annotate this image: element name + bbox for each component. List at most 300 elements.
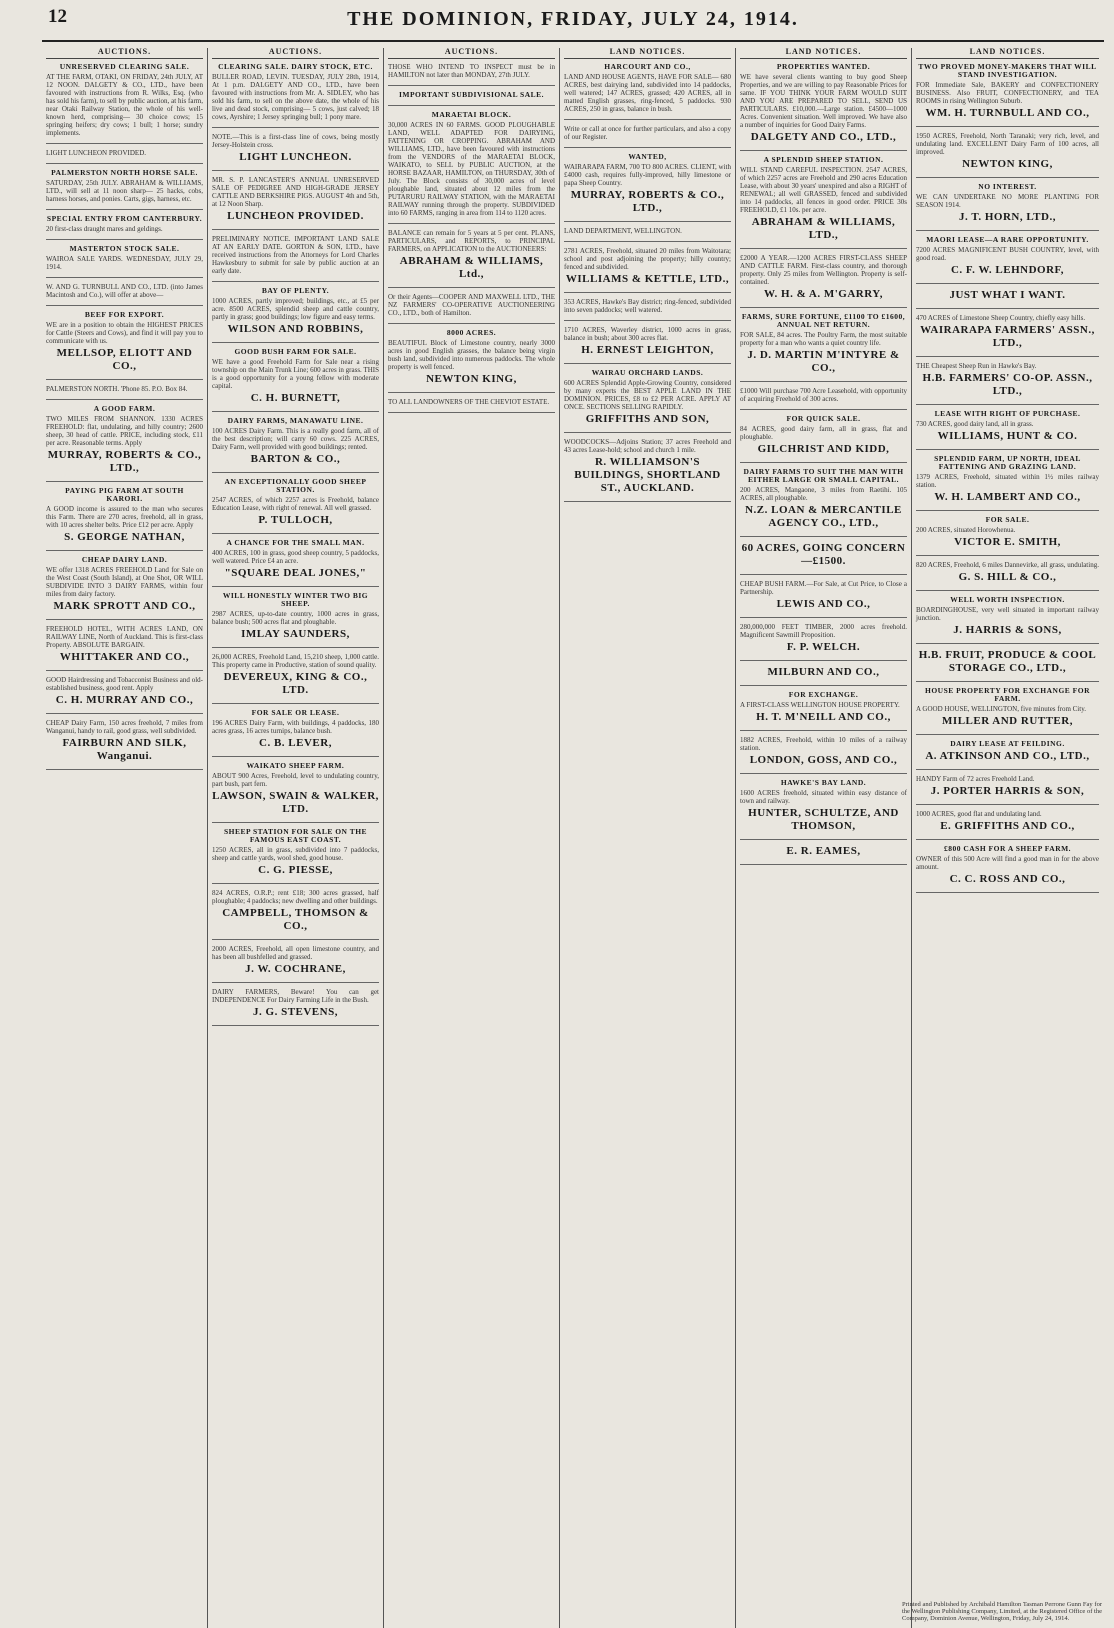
- divider: [46, 277, 203, 278]
- ad-firm-name: LUNCHEON PROVIDED.: [227, 210, 364, 222]
- ad-body: £1000 Will purchase 700 Acre Leasehold, with opportunity of acquiring Freehold of 300 acres.: [740, 387, 907, 403]
- advertisement: [212, 653, 379, 697]
- ad-body: Write or call at once for further particulars, and also a copy of our Register.: [564, 125, 731, 141]
- ad-body: DAIRY FARMERS, Beware! You can get INDEPENDENCE For Dairy Farming Life in the Bush.: [212, 988, 379, 1004]
- advertisement: [740, 580, 907, 611]
- advertisement: [740, 845, 907, 858]
- ad-body: 200 ACRES, situated Horowhenua.: [916, 526, 1016, 534]
- ad-body: 730 ACRES, good dairy land, all in grass.: [916, 420, 1034, 428]
- ad-firm-name: W. H. LAMBERT AND CO.,: [934, 491, 1081, 503]
- ad-body: WAIRARAPA FARM, 700 TO 800 ACRES. CLIENT, with £4000 cash, requires fully-improved, hilly limestone or papa Sheep Country.: [564, 163, 731, 187]
- divider: [564, 241, 731, 242]
- divider: [212, 342, 379, 343]
- divider: [212, 647, 379, 648]
- ad-heading: HAWKE'S BAY LAND.: [780, 778, 867, 787]
- ad-body: 280,000,000 FEET TIMBER, 2000 acres freehold. Magnificent Sawmill Proposition.: [740, 623, 907, 639]
- ad-body: BALANCE can remain for 5 years at 5 per cent. PLANS, PARTICULARS, and REPORTS, to PRINCIPAL FARMERS, on APPLICATION to the AUCTIONEERS:: [388, 229, 555, 253]
- ad-body: 400 ACRES, 100 in grass, good sheep country, 5 paddocks, well watered. Price £4 an acre.: [212, 549, 379, 565]
- ad-firm-name: WAIRARAPA FARMERS' ASSN., LTD.,: [920, 324, 1095, 349]
- divider: [212, 411, 379, 412]
- ad-body: 2781 ACRES, Freehold, situated 20 miles from Waitotara; school and post adjoining the property; hilly country; fenced and subdivided.: [564, 247, 731, 271]
- divider: [212, 982, 379, 983]
- ad-heading: PAYING PIG FARM AT SOUTH KARORI.: [65, 486, 184, 503]
- advertisement: [740, 415, 907, 456]
- divider: [564, 292, 731, 293]
- ad-firm-name: R. WILLIAMSON'S BUILDINGS, SHORTLAND ST., AUCKLAND.: [574, 456, 721, 494]
- ad-body: CHEAP Dairy Farm, 150 acres freehold, 7 miles from Wanganui, handy to rail, good grass, well subdivided.: [46, 719, 203, 735]
- divider: [916, 449, 1099, 450]
- divider: [46, 163, 203, 164]
- ad-heading: MASTERTON STOCK SALE.: [69, 244, 180, 253]
- divider: [212, 281, 379, 282]
- advertisement: [46, 676, 203, 707]
- advertisement: [212, 828, 379, 877]
- ad-body: BOARDINGHOUSE, very well situated in important railway junction.: [916, 606, 1099, 622]
- divider: [916, 510, 1099, 511]
- ad-body: Or their Agents—COOPER AND MAXWELL LTD., THE NZ FARMERS' CO-OPERATIVE AUCTIONEERING CO., LTD., both of Hamilton.: [388, 293, 555, 317]
- ad-firm-name: LEWIS AND CO.,: [776, 598, 871, 610]
- ad-body: £2000 A YEAR.—1200 ACRES FIRST-CLASS SHEEP AND CATTLE FARM. First-class country, and thorough property. Only 25 miles from Wellington. Property is self-contained.: [740, 254, 907, 286]
- ad-heading: UNRESERVED CLEARING SALE.: [59, 62, 190, 71]
- advertisement: [740, 779, 907, 833]
- advertisement: [916, 455, 1099, 504]
- advertisement: [564, 326, 731, 357]
- ad-firm-name: IMLAY SAUNDERS,: [241, 628, 350, 640]
- advertisement: [212, 176, 379, 223]
- divider: [46, 550, 203, 551]
- ad-body: 26,000 ACRES, Freehold Land, 15,210 sheep, 1,000 cattle. This property came in Productive, station of sound quality.: [212, 653, 379, 669]
- divider: [46, 670, 203, 671]
- ad-body: 824 ACRES, O.R.P.; rent £18; 300 acres grassed, half ploughable; 4 paddocks; new dwelling and other buildings.: [212, 889, 379, 905]
- ad-heading: WILL HONESTLY WINTER TWO BIG SHEEP.: [222, 591, 369, 608]
- ad-body: 84 ACRES, good dairy farm, all in grass, flat and ploughable.: [740, 425, 907, 441]
- ad-body: SATURDAY, 25th JULY. ABRAHAM & WILLIAMS, LTD., will sell at 11 noon sharp— 25 hacks, cobs, harness horses, and ponies. Carts, gigs, harness, etc.: [46, 179, 203, 203]
- ad-body: 100 ACRES Dairy Farm. This is a really good farm, all of the best description; will carry 60 cows. 225 ACRES, Dairy Farm, well provided with good buildings; rented.: [212, 427, 379, 451]
- divider: [740, 409, 907, 410]
- ad-body: 1600 ACRES freehold, situated within easy distance of town and railway.: [740, 789, 907, 805]
- advertisement: [564, 227, 731, 235]
- ad-heading: BEEF FOR EXPORT.: [84, 310, 165, 319]
- ad-body: GOOD Hairdressing and Tobacconist Business and old-established business, good rent. Apply: [46, 676, 203, 692]
- divider: [916, 283, 1099, 284]
- advertisement: [916, 845, 1099, 886]
- advertisement: [740, 468, 907, 530]
- ad-firm-name: WILLIAMS & KETTLE, LTD.,: [565, 273, 730, 285]
- ad-body: 1250 ACRES, all in grass, subdivided into 7 paddocks, sheep and cattle yards, wool shed, good house.: [212, 846, 379, 862]
- divider: [916, 555, 1099, 556]
- ad-firm-name: LONDON, GOSS, AND CO.,: [749, 754, 898, 766]
- advertisement: [916, 516, 1099, 549]
- ad-firm-name: P. TULLOCH,: [258, 514, 333, 526]
- divider: [388, 287, 555, 288]
- ad-firm-name: W. H. & A. M'GARRY,: [764, 288, 883, 300]
- column-heading: AUCTIONS.: [212, 48, 379, 59]
- advertisement: [46, 169, 203, 203]
- ad-body: 2547 ACRES, of which 2257 acres is Freehold, balance Education Lease, with right of renewal. All well grassed.: [212, 496, 379, 512]
- advertisement: [916, 649, 1099, 675]
- ad-firm-name: JUST WHAT I WANT.: [949, 289, 1066, 301]
- ad-heading: LEASE WITH RIGHT OF PURCHASE.: [934, 409, 1081, 418]
- ad-body: THE Cheapest Sheep Run in Hawke's Bay.: [916, 362, 1037, 370]
- advertisement: [46, 385, 203, 393]
- ad-body: NOTE.—This is a first-class line of cows, being mostly Jersey-Holstein cross.: [212, 133, 379, 149]
- ad-heading: HOUSE PROPERTY FOR EXCHANGE FOR FARM.: [925, 686, 1090, 703]
- ad-body: 2987 ACRES, up-to-date country, 1000 acres in grass, balance bush; 500 acres flat and ploughable.: [212, 610, 379, 626]
- ad-body: 1950 ACRES, Freehold, North Taranaki; very rich, level, and undulating land. EXCELLENT Dairy Farm of 100 acres, all improved.: [916, 132, 1099, 156]
- ad-body: 353 ACRES, Hawke's Bay district; ring-fenced, subdivided into seven paddocks; well watered.: [564, 298, 731, 314]
- advertisement: [212, 889, 379, 933]
- divider: [740, 150, 907, 151]
- ad-firm-name: WILLIAMS, HUNT & CO.: [937, 430, 1078, 442]
- divider: [212, 127, 379, 128]
- ad-body: TWO MILES FROM SHANNON. 1330 ACRES FREEHOLD: flat, undulating, and hilly country; 2600 sheep, 30 head of cattle. PRICE, including stock, £11 per acre. Reasonable terms. Apply: [46, 415, 203, 447]
- ad-firm-name: N.Z. LOAN & MERCANTILE AGENCY CO., LTD.,: [745, 504, 902, 529]
- divider: [212, 822, 379, 823]
- ad-firm-name: WILSON AND ROBBINS,: [227, 323, 364, 335]
- advertisement: [46, 405, 203, 475]
- divider: [212, 229, 379, 230]
- advertisement: [212, 63, 379, 121]
- ad-firm-name: "SQUARE DEAL JONES,": [224, 567, 367, 579]
- divider: [564, 119, 731, 120]
- masthead: [42, 6, 1104, 42]
- advertisement: [740, 156, 907, 242]
- ad-firm-name: MURRAY, ROBERTS & CO., LTD.,: [570, 189, 725, 214]
- ad-firm-name: NEWTON KING,: [962, 158, 1053, 170]
- ad-body: TO ALL LANDOWNERS OF THE CHEVIOT ESTATE.: [388, 398, 550, 406]
- advertisement: [46, 487, 203, 544]
- ad-body: 30,000 ACRES IN 60 FARMS. GOOD PLOUGHABLE LAND, WELL ADAPTED FOR DAIRYING, FATTENING OR CROPPING. ABRAHAM AND WILLIAMS, LTD., have been favoured with instructions from the VENDORS of the MARAETAI BLOCK, WAIKATO, to SELL by PUBLIC AUCTION, at the HORSE BAZAAR, HAMILTON, on THURSDAY, 30th of July. The Block consists of 30,000 acres of level ploughable land, situated about 12 miles from the PUTARURU RAILWAY STATION, with the MARAETAI RAILWAY running through the property. SUBDIVIDED into 60 FARMS, ranging in area from 114 to 1120 acres.: [388, 121, 555, 217]
- advertisement: [46, 719, 203, 763]
- ad-firm-name: H. T. M'NEILL AND CO.,: [756, 711, 891, 723]
- advertisement: [564, 247, 731, 286]
- ad-heading: IMPORTANT SUBDIVISIONAL SALE.: [398, 90, 545, 99]
- divider: [46, 619, 203, 620]
- advertisement: [916, 596, 1099, 637]
- advertisement: [740, 666, 907, 679]
- imprint: Printed and Published by Archibald Hamilton Tasman Perrone Gunn Fay for the Wellington Publishing Company, Limited, at the Registered Office of the Company, Dominion Avenue, Wellington, Friday, July 24, 1914.: [902, 1601, 1102, 1622]
- advertisement: [916, 183, 1099, 224]
- ad-firm-name: ABRAHAM & WILLIAMS, Ltd.,: [399, 255, 544, 280]
- divider: [740, 381, 907, 382]
- ad-firm-name: J. T. HORN, LTD.,: [959, 211, 1056, 223]
- advertisement: [740, 736, 907, 767]
- ad-firm-name: E. GRIFFITHS AND CO.,: [940, 820, 1075, 832]
- ad-heading: 8000 ACRES.: [446, 328, 497, 337]
- divider: [46, 399, 203, 400]
- ad-firm-name: MELLSOP, ELIOTT AND CO.,: [56, 347, 193, 372]
- ad-firm-name: ABRAHAM & WILLIAMS, LTD.,: [751, 216, 896, 241]
- advertisement: [916, 410, 1099, 443]
- divider: [916, 804, 1099, 805]
- advertisement: [916, 561, 1099, 584]
- ad-body: 1379 ACRES, Freehold, situated within 1½ miles railway station.: [916, 473, 1099, 489]
- advertisement: [212, 417, 379, 466]
- ad-body: HANDY Farm of 72 acres Freehold Land.: [916, 775, 1035, 783]
- advertisement: [212, 592, 379, 641]
- advertisement: [388, 329, 555, 386]
- ad-list: [916, 63, 1099, 893]
- ad-heading: TWO PROVED MONEY-MAKERS THAT WILL STAND INVESTIGATION.: [918, 62, 1097, 79]
- ad-firm-name: C. B. LEVER,: [259, 737, 332, 749]
- advertisement: [740, 691, 907, 724]
- advertisement: [388, 63, 555, 79]
- divider: [916, 590, 1099, 591]
- advertisement: [564, 298, 731, 314]
- ad-body: BEAUTIFUL Block of Limestone country, nearly 3000 acres in good English grasses, the balance being virgin bush land, subdivided into numerous paddocks. The whole property is well fenced.: [388, 339, 555, 371]
- advertisement: [740, 387, 907, 403]
- ad-heading: DAIRY FARMS, MANAWATU LINE.: [227, 416, 364, 425]
- ad-body: WOODCOCKS—Adjoins Station; 37 acres Freehold and 43 acres Lease-hold; school and church 1 mile.: [564, 438, 731, 454]
- advertisement: [46, 149, 203, 157]
- ad-heading: CLEARING SALE. DAIRY STOCK, ETC.: [218, 62, 373, 71]
- ad-body: WE offer 1318 ACRES FREEHOLD Land for Sale on the West Coast (South Island), at One Shot, OR WILL SUBDIVIDE INTO 3 DAIRY FARMS, within four miles from dairy factory.: [46, 566, 203, 598]
- ad-body: FOR SALE, 84 acres. The Poultry Farm, the most suitable property for a man who wants a quiet country life.: [740, 331, 907, 347]
- advertisement: [916, 687, 1099, 728]
- ad-firm-name: J. W. COCHRANE,: [245, 963, 346, 975]
- advertisement: [212, 287, 379, 336]
- ad-firm-name: WHITTAKER AND CO.,: [59, 651, 190, 663]
- divider: [388, 412, 555, 413]
- divider: [212, 1025, 379, 1026]
- divider: [564, 363, 731, 364]
- divider: [740, 839, 907, 840]
- ad-body: 1000 ACRES, good flat and undulating land.: [916, 810, 1042, 818]
- ad-body: 200 ACRES, Mangaone, 3 miles from Raetihi. 105 ACRES, all ploughable.: [740, 486, 907, 502]
- advertisement: [740, 542, 907, 568]
- divider: [916, 769, 1099, 770]
- ad-body: 20 first-class draught mares and geldings.: [46, 225, 163, 233]
- divider: [212, 533, 379, 534]
- ad-heading: FOR EXCHANGE.: [788, 690, 859, 699]
- ad-body: THOSE WHO INTEND TO INSPECT must be in HAMILTON not later than MONDAY, 27th JULY.: [388, 63, 555, 79]
- advertisement: [212, 988, 379, 1019]
- divider: [740, 617, 907, 618]
- ad-heading: FARMS, SURE FORTUNE, £1100 TO £1600, ANNUAL NET RETURN.: [741, 312, 906, 329]
- divider: [916, 230, 1099, 231]
- ad-firm-name: NEWTON KING,: [426, 373, 517, 385]
- ad-firm-name: MILLER AND RUTTER,: [942, 715, 1073, 727]
- ad-body: AT THE FARM, OTAKI, ON FRIDAY, 24th JULY, AT 12 NOON. DALGETY & CO., LTD., have been favoured with instructions from R. Wilks, Esq. (who has sold his farm), to sell by public auction, at his farm, near Otaki Railway Station, the whole of his well-known herd, comprising— 30 choice cows; 15 springing heifers; dry cows; 1 bull; 1 horse; sundry implements.: [46, 73, 203, 137]
- divider: [388, 105, 555, 106]
- ad-list: [564, 63, 731, 502]
- advertisement: [46, 63, 203, 137]
- ad-body: PALMERSTON NORTH. 'Phone 85. P.O. Box 84.: [46, 385, 188, 393]
- advertisement: [916, 362, 1099, 398]
- advertisement: [212, 348, 379, 405]
- ad-heading: GOOD BUSH FARM FOR SALE.: [234, 347, 357, 356]
- ad-heading: WANTED,: [628, 152, 667, 161]
- column-2: [207, 48, 383, 1628]
- ad-body: 600 ACRES Splendid Apple-Growing Country, considered by many experts the BEST APPLE LAND IN THE DOMINION. PRICES, £8 to £2 PER ACRE. APPLY AT ONCE. SECTIONS SELLING RAPIDLY.: [564, 379, 731, 411]
- ad-body: PRELIMINARY NOTICE. IMPORTANT LAND SALE AT AN EARLY DATE. GORTON & SON, LTD., have received instructions from the Attorneys for Lord Charles Hawkesbury to submit for sale by public auction at an early date.: [212, 235, 379, 275]
- divider: [46, 305, 203, 306]
- ad-body: WAIROA SALE YARDS. WEDNESDAY, JULY 29, 1914.: [46, 255, 203, 271]
- ad-heading: FOR SALE OR LEASE.: [251, 708, 340, 717]
- advertisement: [46, 283, 203, 299]
- newspaper-title: THE DOMINION, FRIDAY, JULY 24, 1914.: [347, 8, 799, 30]
- advertisement: [740, 623, 907, 654]
- ad-firm-name: C. H. BURNETT,: [250, 392, 341, 404]
- advertisement: [916, 810, 1099, 833]
- ad-firm-name: GRIFFITHS AND SON,: [585, 413, 710, 425]
- ad-firm-name: LIGHT LUNCHEON.: [239, 151, 352, 163]
- ad-firm-name: H.B. FARMERS' CO-OP. ASSN., LTD.,: [922, 372, 1093, 397]
- ad-firm-name: LAWSON, SWAIN & WALKER, LTD.: [212, 790, 379, 815]
- advertisement: [46, 311, 203, 373]
- advertisement: [212, 478, 379, 527]
- ad-body: 1882 ACRES, Freehold, within 10 miles of a railway station.: [740, 736, 907, 752]
- advertisement: [388, 398, 555, 406]
- ad-firm-name: 60 ACRES, GOING CONCERN—£1500.: [741, 542, 906, 567]
- ad-body: 1000 ACRES, partly improved; buildings, etc., at £5 per acre. 8500 ACRES, splendid sheep and cattle country, partly in grass; good buildings; low figure and easy terms.: [212, 297, 379, 321]
- ad-body: WE CAN UNDERTAKE NO MORE PLANTING FOR SEASON 1914.: [916, 193, 1099, 209]
- ad-firm-name: C. G. PIESSE,: [258, 864, 333, 876]
- ad-body: 820 ACRES, Freehold, 6 miles Dannevirke, all grass, undulating.: [916, 561, 1099, 569]
- divider: [564, 501, 731, 502]
- ad-firm-name: H.B. FRUIT, PRODUCE & COOL STORAGE CO., LTD.,: [918, 649, 1097, 674]
- ad-firm-name: J. PORTER HARRIS & SON,: [930, 785, 1085, 797]
- divider: [564, 221, 731, 222]
- ad-body: OWNER of this 500 Acre will find a good man in for the above amount.: [916, 855, 1099, 871]
- divider: [212, 756, 379, 757]
- divider: [212, 883, 379, 884]
- ad-heading: SPLENDID FARM, UP NORTH, IDEAL FATTENING AND GRAZING LAND.: [934, 454, 1081, 471]
- advertisement: [212, 539, 379, 580]
- advertisement: [212, 133, 379, 164]
- divider: [916, 308, 1099, 309]
- ad-heading: SHEEP STATION FOR SALE ON THE FAMOUS EAST COAST.: [223, 827, 368, 844]
- divider: [916, 356, 1099, 357]
- ad-heading: HARCOURT AND CO.,: [604, 62, 691, 71]
- ad-body: WILL STAND CAREFUL INSPECTION. 2547 ACRES, of which 2257 acres are Freehold and 290 acres Education Lease, with about 30 years' unexpired and also a RIGHT of RENEWAL; all well GRASSED, fenced and subdivided into 14 paddocks, all fences in good order. PRICE 30s FREEHOLD, £1 10s. per acre.: [740, 166, 907, 214]
- advertisement: [916, 132, 1099, 171]
- ad-list: [212, 63, 379, 1026]
- ad-list: [388, 63, 555, 413]
- divider: [212, 472, 379, 473]
- ad-heading: WAIRAU ORCHARD LANDS.: [591, 368, 704, 377]
- ad-firm-name: DEVEREUX, KING & CO., LTD.: [223, 671, 368, 696]
- ad-list: [740, 63, 907, 865]
- divider: [740, 864, 907, 865]
- ad-firm-name: J. G. STEVENS,: [253, 1006, 338, 1018]
- ad-firm-name: DALGETY AND CO., LTD.,: [750, 131, 897, 143]
- divider: [388, 392, 555, 393]
- divider: [46, 379, 203, 380]
- ad-firm-name: HUNTER, SCHULTZE, AND THOMSON,: [748, 807, 899, 832]
- divider: [916, 404, 1099, 405]
- ad-body: WE are in a position to obtain the HIGHEST PRICES for Cattle (Steers and Cows), and find it will pay you to communicate with us.: [46, 321, 203, 345]
- divider: [388, 85, 555, 86]
- advertisement: [46, 215, 203, 233]
- column-3: [383, 48, 559, 1628]
- ad-firm-name: BARTON & CO.,: [250, 453, 341, 465]
- ad-heading: WAIKATO SHEEP FARM.: [246, 761, 345, 770]
- ad-firm-name: G. S. HILL & CO.,: [958, 571, 1057, 583]
- ad-heading: FOR QUICK SALE.: [786, 414, 861, 423]
- divider: [916, 177, 1099, 178]
- advertisement: [740, 313, 907, 375]
- divider: [212, 170, 379, 171]
- advertisement: [740, 254, 907, 301]
- divider: [46, 481, 203, 482]
- ad-heading: PROPERTIES WANTED.: [776, 62, 871, 71]
- divider: [740, 462, 907, 463]
- ad-body: A GOOD income is assured to the man who secures this Farm. There are 270 acres, freehold, all in grass, with 10 acres shelter belts. Price £12 per acre. Apply: [46, 505, 203, 529]
- divider: [564, 432, 731, 433]
- ad-firm-name: J. D. MARTIN M'INTYRE & CO.,: [747, 349, 900, 374]
- ad-firm-name: S. GEORGE NATHAN,: [64, 531, 185, 543]
- ad-body: WE have several clients wanting to buy good Sheep Properties, and we are willing to pay Reasonable Prices for same. IF YOU THINK YOUR FARM WOULD SUIT AND YOU ARE PREPARED TO SELL, SEND US PARTICULARS. £10,000.—Large station. £4500—1000 Acres. Convenient situation. Well improved. We have also a number of inquiries for Good Dairy Farms.: [740, 73, 907, 129]
- ad-firm-name: MILBURN AND CO.,: [767, 666, 880, 678]
- ad-firm-name: MARK SPROTT AND CO.,: [53, 600, 196, 612]
- ad-body: FOR Immediate Sale, BAKERY and CONFECTIONERY BUSINESS. Also FRUIT, CONFECTIONERY, and TEA ROOMS in rising Wellington Suburb.: [916, 81, 1099, 105]
- ad-firm-name: H. ERNEST LEIGHTON,: [581, 344, 714, 356]
- page-number: 12: [48, 6, 67, 27]
- advertisement: [916, 740, 1099, 763]
- column-5: [735, 48, 911, 1628]
- ad-heading: CHEAP DAIRY LAND.: [81, 555, 168, 564]
- ad-body: A FIRST-CLASS WELLINGTON HOUSE PROPERTY.: [740, 701, 900, 709]
- ad-firm-name: C. F. W. LEHNDORF,: [950, 264, 1065, 276]
- column-heading: AUCTIONS.: [388, 48, 555, 59]
- advertisement: [212, 235, 379, 275]
- ad-heading: A CHANCE FOR THE SMALL MAN.: [226, 538, 365, 547]
- divider: [46, 209, 203, 210]
- ad-body: 7200 ACRES MAGNIFICENT BUSH COUNTRY, level, with good road.: [916, 246, 1099, 262]
- columns: [42, 48, 1104, 1628]
- ad-firm-name: FAIRBURN AND SILK, Wanganui.: [62, 737, 187, 762]
- ad-heading: FOR SALE.: [985, 515, 1030, 524]
- advertisement: [740, 63, 907, 144]
- divider: [46, 769, 203, 770]
- advertisement: [916, 63, 1099, 120]
- ad-firm-name: GILCHRIST AND KIDD,: [757, 443, 890, 455]
- ad-body: WE have a good Freehold Farm for Sale near a rising township on the Main Trunk Line; 600 acres in grass. THIS is a good opportunity for a young fellow with moderate capital.: [212, 358, 379, 390]
- divider: [740, 536, 907, 537]
- column-heading: LAND NOTICES.: [916, 48, 1099, 59]
- divider: [740, 248, 907, 249]
- divider: [212, 939, 379, 940]
- ad-firm-name: F. P. WELCH.: [786, 641, 861, 653]
- advertisement: [46, 245, 203, 271]
- ad-body: 470 ACRES of Limestone Sheep Country, chiefly easy hills.: [916, 314, 1086, 322]
- divider: [740, 574, 907, 575]
- ad-firm-name: C. C. ROSS AND CO.,: [949, 873, 1066, 885]
- divider: [916, 734, 1099, 735]
- ad-heading: DAIRY FARMS TO SUIT THE MAN WITH EITHER LARGE OR SMALL CAPITAL.: [743, 467, 904, 484]
- ad-heading: AN EXCEPTIONALLY GOOD SHEEP STATION.: [224, 477, 367, 494]
- ad-heading: MAORI LEASE—A RARE OPPORTUNITY.: [926, 235, 1089, 244]
- ad-body: MR. S. P. LANCASTER'S ANNUAL UNRESERVED SALE OF PEDIGREE AND HIGH-GRADE JERSEY CATTLE AND BERKSHIRE PIGS. AUGUST 4th and 5th, at 12 Noon Sharp.: [212, 176, 379, 208]
- advertisement: [564, 63, 731, 113]
- ad-firm-name: WM. H. TURNBULL AND CO.,: [925, 107, 1090, 119]
- column-heading: AUCTIONS.: [46, 48, 203, 59]
- divider: [916, 126, 1099, 127]
- column-heading: LAND NOTICES.: [564, 48, 731, 59]
- ad-list: [46, 63, 203, 770]
- advertisement: [564, 125, 731, 141]
- advertisement: [564, 153, 731, 215]
- ad-body: ABOUT 900 Acres, Freehold, level to undulating country, part bush, part fern.: [212, 772, 379, 788]
- advertisement: [212, 762, 379, 816]
- column-1: [42, 48, 207, 1628]
- ad-body: BULLER ROAD, LEVIN. TUESDAY, JULY 28th, 1914, At 1 p.m. DALGETY AND CO., LTD., have been favoured with instructions from Mr. A. SIDLEY, who has sold his farm, to sell on the above date, the whole of his live and dead stock, comprising— 5 cows, just calved; 18 cows, Ayrshire; 1 Jersey springing bull; 1 pony mare.: [212, 73, 379, 121]
- divider: [916, 681, 1099, 682]
- divider: [564, 320, 731, 321]
- divider: [46, 143, 203, 144]
- divider: [388, 323, 555, 324]
